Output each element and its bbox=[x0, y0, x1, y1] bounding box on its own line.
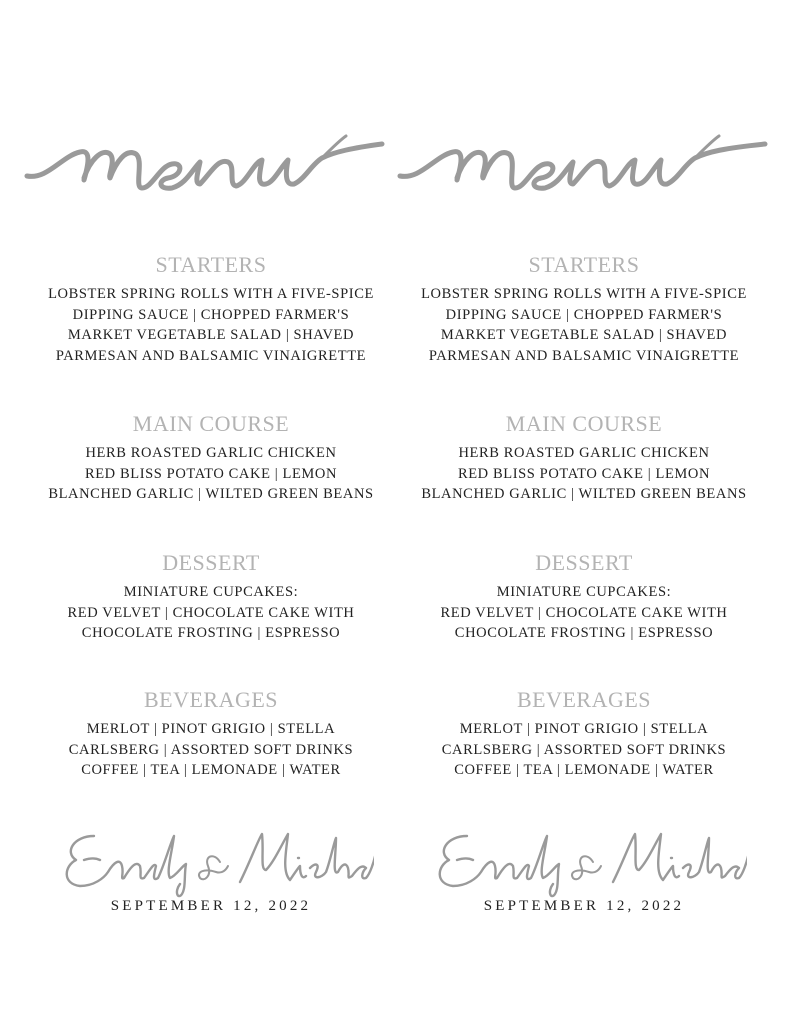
menu-line: DIPPING SAUCE | CHOPPED FARMER'S bbox=[72, 306, 350, 323]
menu-line: RED VELVET | CHOCOLATE CAKE WITH bbox=[67, 604, 355, 621]
menu-line: MARKET VEGETABLE SALAD | SHAVED bbox=[67, 327, 355, 344]
menu-line: COFFEE | TEA | LEMONADE | WATER bbox=[454, 762, 714, 779]
menu-line: PARMESAN AND BALSAMIC VINAIGRETTE bbox=[55, 348, 367, 365]
menu-title-script bbox=[22, 118, 402, 213]
menu-line: CARLSBERG | ASSORTED SOFT DRINKS bbox=[441, 741, 727, 758]
section-heading: MAIN COURSE bbox=[132, 411, 290, 436]
section-dessert bbox=[14, 550, 408, 644]
section-items bbox=[14, 719, 408, 781]
signature-script-art bbox=[427, 822, 747, 900]
menu-line: RED BLISS POTATO CAKE | LEMON bbox=[457, 465, 711, 482]
section-starters bbox=[14, 252, 408, 367]
section-dessert bbox=[387, 550, 781, 644]
menu-line: RED BLISS POTATO CAKE | LEMON bbox=[84, 465, 338, 482]
menu-card-left bbox=[14, 0, 411, 1028]
section-items bbox=[387, 284, 781, 367]
section-heading: STARTERS bbox=[528, 252, 640, 277]
menu-line: RED VELVET | CHOCOLATE CAKE WITH bbox=[440, 604, 728, 621]
couple-names-script bbox=[427, 822, 747, 900]
menu-line: MERLOT | PINOT GRIGIO | STELLA bbox=[86, 721, 336, 737]
section-starters bbox=[387, 252, 781, 367]
menu-line: MARKET VEGETABLE SALAD | SHAVED bbox=[440, 327, 728, 344]
event-date: SEPTEMBER 12, 2022 bbox=[483, 898, 685, 914]
section-heading: MAIN COURSE bbox=[505, 411, 663, 436]
menu-line: HERB ROASTED GARLIC CHICKEN bbox=[85, 445, 337, 461]
section-items bbox=[387, 582, 781, 644]
menu-title-script bbox=[395, 118, 775, 213]
menu-line: BLANCHED GARLIC | WILTED GREEN BEANS bbox=[421, 486, 747, 503]
menu-line: HERB ROASTED GARLIC CHICKEN bbox=[458, 445, 710, 461]
section-items bbox=[387, 443, 781, 505]
menu-line: CARLSBERG | ASSORTED SOFT DRINKS bbox=[68, 741, 354, 758]
menu-line: MINIATURE CUPCAKES: bbox=[123, 584, 299, 600]
section-heading: BEVERAGES bbox=[516, 687, 652, 712]
menu-line: DIPPING SAUCE | CHOPPED FARMER'S bbox=[445, 306, 723, 323]
section-items bbox=[14, 582, 408, 644]
menu-line: CHOCOLATE FROSTING | ESPRESSO bbox=[81, 625, 341, 642]
section-items bbox=[14, 443, 408, 505]
couple-names-script bbox=[54, 822, 374, 900]
section-beverages bbox=[14, 687, 408, 781]
menu-line: BLANCHED GARLIC | WILTED GREEN BEANS bbox=[48, 486, 374, 503]
menu-line: MERLOT | PINOT GRIGIO | STELLA bbox=[459, 721, 709, 737]
section-main-course bbox=[14, 411, 408, 505]
section-heading: DESSERT bbox=[535, 550, 633, 575]
event-date: SEPTEMBER 12, 2022 bbox=[110, 898, 312, 914]
section-main-course bbox=[387, 411, 781, 505]
section-heading: STARTERS bbox=[155, 252, 267, 277]
menu-script-art bbox=[22, 118, 402, 213]
section-beverages bbox=[387, 687, 781, 781]
section-heading: BEVERAGES bbox=[143, 687, 279, 712]
menu-line: PARMESAN AND BALSAMIC VINAIGRETTE bbox=[428, 348, 740, 365]
signature-script-art bbox=[54, 822, 374, 900]
menu-card-right bbox=[387, 0, 784, 1028]
menu-script-art bbox=[395, 118, 775, 213]
menu-line: COFFEE | TEA | LEMONADE | WATER bbox=[81, 762, 341, 779]
menu-line: LOBSTER SPRING ROLLS WITH A FIVE-SPICE bbox=[421, 286, 747, 302]
menu-line: LOBSTER SPRING ROLLS WITH A FIVE-SPICE bbox=[48, 286, 374, 302]
section-items bbox=[387, 719, 781, 781]
section-items bbox=[14, 284, 408, 367]
section-heading: DESSERT bbox=[162, 550, 260, 575]
menu-line: CHOCOLATE FROSTING | ESPRESSO bbox=[454, 625, 714, 642]
menu-line: MINIATURE CUPCAKES: bbox=[496, 584, 672, 600]
